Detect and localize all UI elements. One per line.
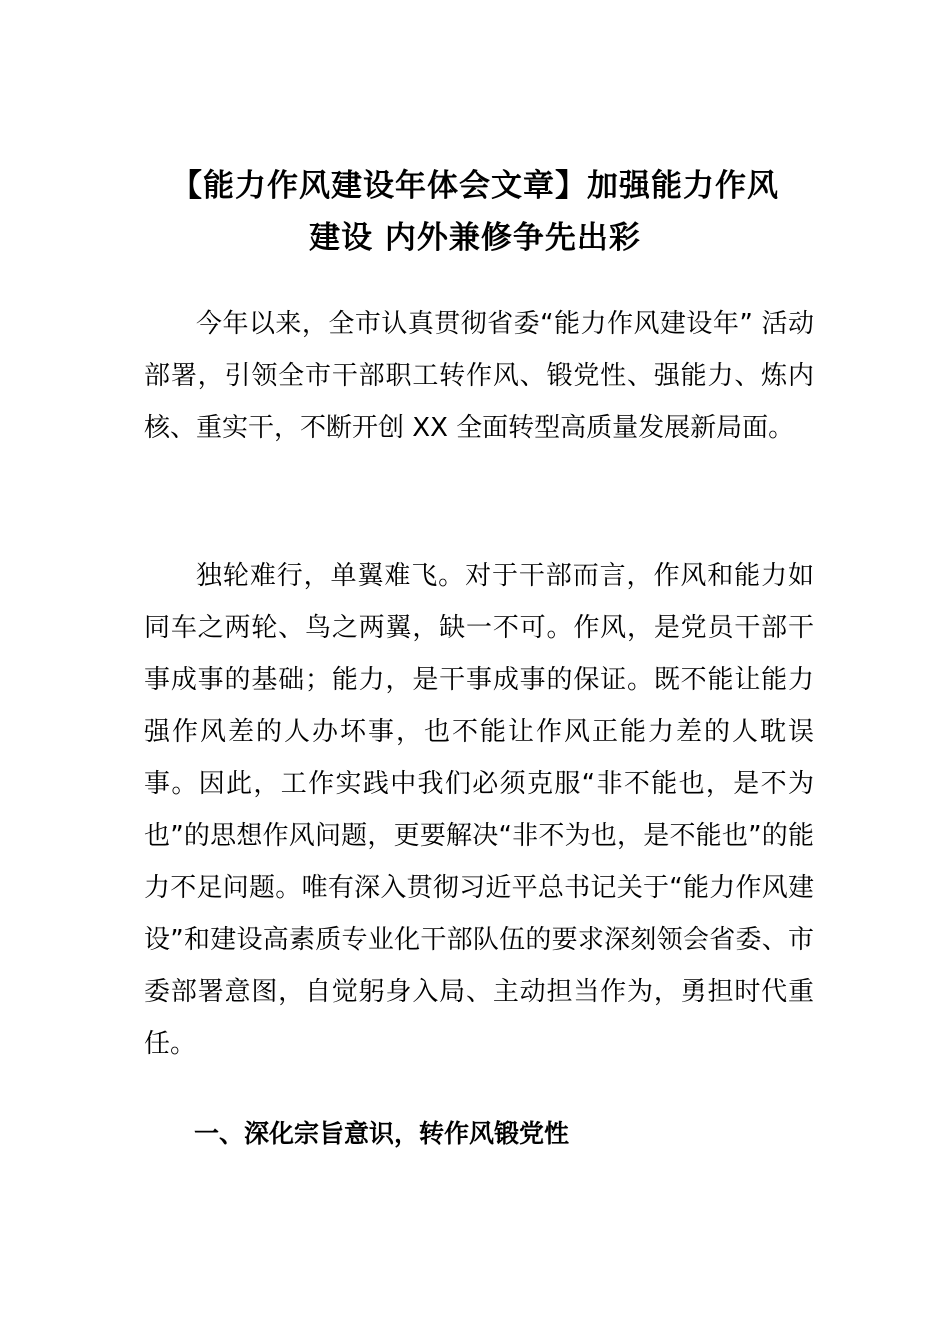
paragraph-intro: 今年以来，全市认真贯彻省委“能力作风建设年” 活动部署，引领全市干部职工转作风、锻党性、强能力、炼内核、重实干，不断开创 XX 全面转型高质量发展新局面。 bbox=[144, 309, 814, 443]
document-title bbox=[130, 160, 820, 264]
title-line-1: 【能力作风建设年体会文章】加强能力作风 bbox=[171, 168, 779, 204]
section-heading: 一、深化宗旨意识，转作风锻党性 bbox=[194, 1119, 570, 1148]
title-line-2: 建设 内外兼修争先出彩 bbox=[309, 220, 641, 256]
paragraph-body: 独轮难行，单翼难飞。对于干部而言，作风和能力如同车之两轮、鸟之两翼，缺一不可。作风，是党员干部干事成事的基础；能力，是干事成事的保证。既不能让能力强作风差的人办坏事，也不能让作风正能力差的人耽误事。因此，工作实践中我们必须克服“非不能也，是不为也”的思想作风问题，更要解决“非不为也，是不能也”的能力不足问题。唯有深入贯彻习近平总书记关于“能力作风建设”和建设高素质专业化干部队伍的要求深刻领会省委、市委部署意图，自觉躬身入局、主动担当作为，勇担时代重任。 bbox=[144, 561, 814, 1059]
